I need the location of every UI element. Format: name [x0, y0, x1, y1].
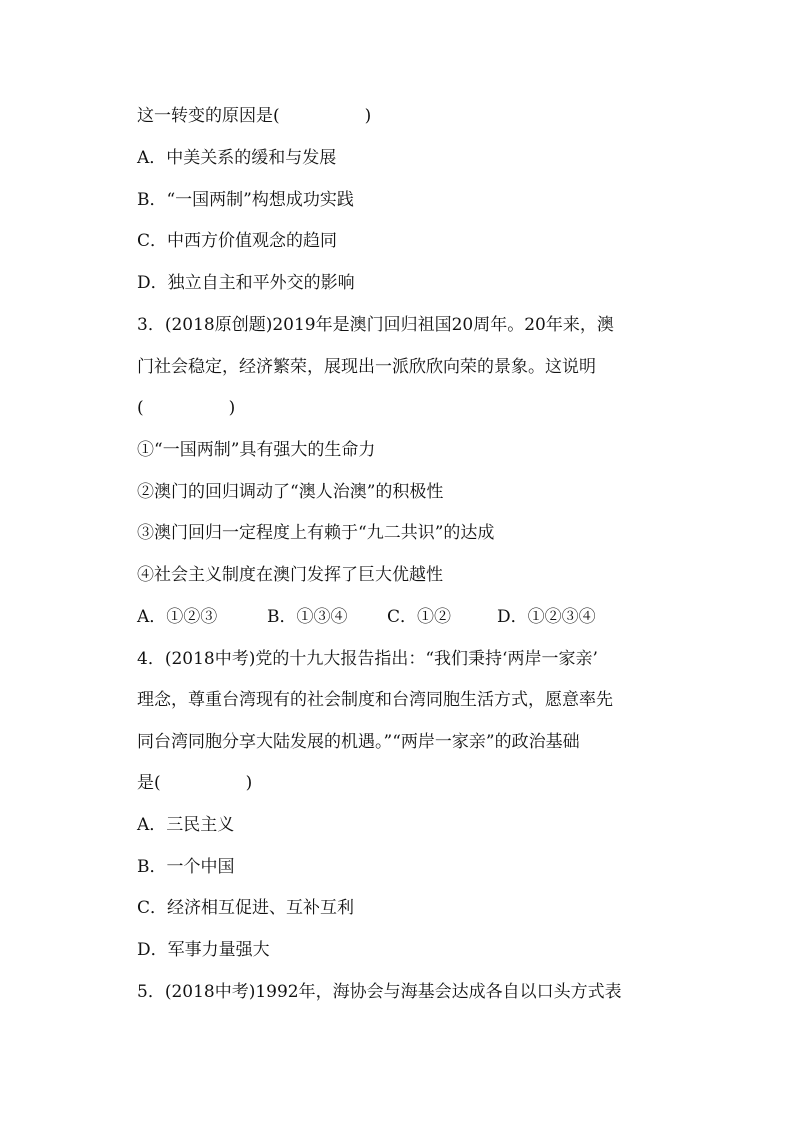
question-3-statement-4: ④社会主义制度在澳门发挥了巨大优越性: [137, 565, 443, 585]
question-2-stem-end: 这一转变的原因是( ): [137, 106, 372, 126]
question-4-option-b: B．一个中国: [137, 857, 235, 877]
question-3-option-b: B．①③④: [267, 607, 348, 627]
question-3-statement-1: ①“一国两制”具有强大的生命力: [137, 440, 376, 460]
question-5-stem-line-1: 5．(2018中考)1992年，海协会与海基会达成各自以口头方式表: [137, 982, 622, 1002]
question-3-option-d: D．①②③④: [497, 607, 596, 627]
question-4-option-a: A．三民主义: [137, 815, 235, 835]
question-4-option-d: D．军事力量强大: [137, 940, 270, 960]
question-2-option-a: A．中美关系的缓和与发展: [137, 148, 337, 168]
question-3-statement-2: ②澳门的回归调动了“澳人治澳”的积极性: [137, 482, 444, 502]
question-3-option-a: A．①②③: [137, 607, 218, 627]
question-2-option-c: C．中西方价值观念的趋同: [137, 231, 338, 251]
question-4-option-c: C．经济相互促进、互补互利: [137, 898, 355, 918]
question-4-stem-line-1: 4．(2018中考)党的十九大报告指出：“我们秉持‘两岸一家亲’: [137, 649, 598, 669]
question-4-stem-line-4: 是( ): [137, 773, 253, 793]
question-4-stem-line-3: 同台湾同胞分享大陆发展的机遇。”“两岸一家亲”的政治基础: [137, 732, 580, 752]
question-3-stem-line-2: 门社会稳定，经济繁荣，展现出一派欣欣向荣的景象。这说明: [137, 357, 596, 377]
question-4-stem-line-2: 理念，尊重台湾现有的社会制度和台湾同胞生活方式，愿意率先: [137, 690, 613, 710]
question-2-option-d: D．独立自主和平外交的影响: [137, 273, 355, 293]
question-3-answer-blank: ( ): [137, 398, 236, 418]
question-2-option-b: B．“一国两制”构想成功实践: [137, 190, 354, 210]
question-3-option-c: C．①②: [387, 607, 452, 627]
question-3-statement-3: ③澳门回归一定程度上有赖于“九二共识”的达成: [137, 523, 495, 543]
question-3-stem-line-1: 3．(2018原创题)2019年是澳门回归祖国20周年。20年来，澳: [137, 315, 614, 335]
